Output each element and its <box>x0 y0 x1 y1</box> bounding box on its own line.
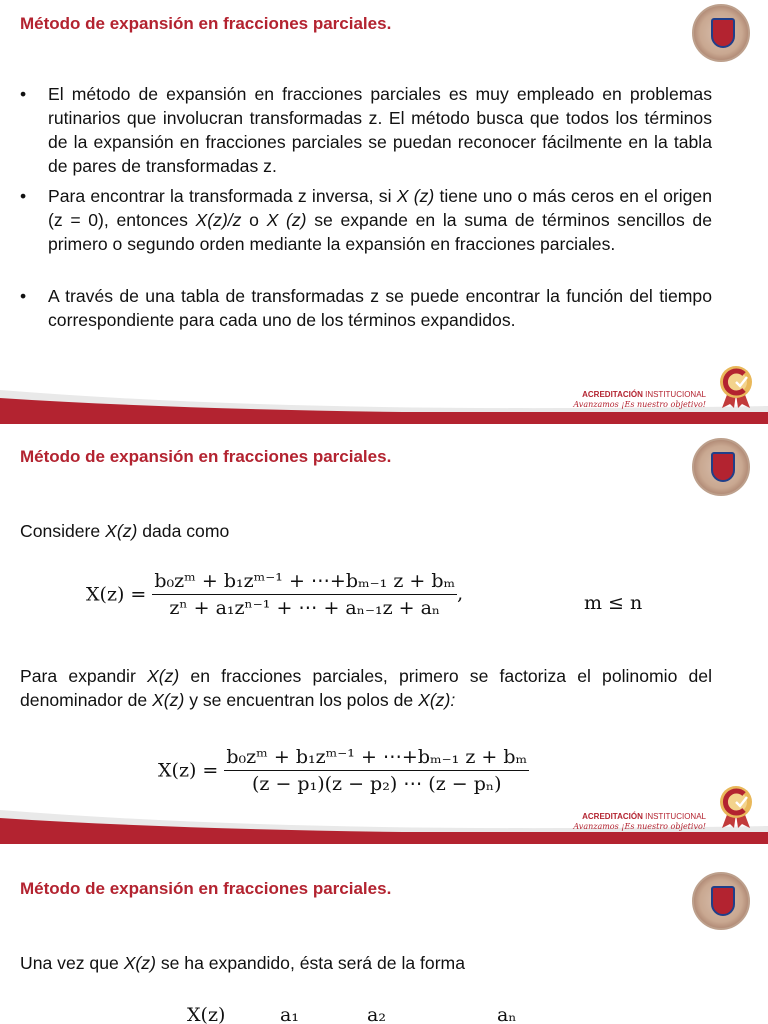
math-term: X (z) <box>266 210 307 230</box>
university-seal-icon <box>692 4 750 62</box>
bullet-icon: • <box>20 84 27 104</box>
bullet-item <box>20 82 712 178</box>
text-part: se ha expandido, ésta será de la forma <box>155 953 465 973</box>
text-part: Considere <box>20 521 106 541</box>
math-term: X(z): <box>418 690 456 710</box>
fraction <box>224 746 529 795</box>
bullet-text-part: o <box>241 210 267 230</box>
bullet-list <box>20 82 712 338</box>
bullet-item <box>20 184 712 256</box>
text-part: Una vez que <box>20 953 124 973</box>
paragraph <box>20 519 712 543</box>
accreditation-rest: INSTITUCIONAL <box>642 390 706 399</box>
footer-band <box>0 832 768 844</box>
text-part: y se encuentran los polos de <box>184 690 419 710</box>
bullet-text-part: se expande en la suma de términos sencillos de primero o segundo orden mediante la expansión en fracciones parciales. <box>48 210 712 254</box>
bullet-icon: • <box>20 186 27 206</box>
slide-3 <box>0 844 768 1024</box>
paragraph <box>20 664 712 712</box>
accreditation-bold: ACREDITACIÓN <box>582 390 643 399</box>
university-seal-icon <box>692 872 750 930</box>
numerator: a₁ <box>280 1004 299 1024</box>
slide-title: Método de expansión en fracciones parciales. <box>20 447 392 466</box>
bullet-text-part: Para encontrar la transformada z inversa, si <box>48 186 397 206</box>
slide-title: Método de expansión en fracciones parciales. <box>20 14 392 33</box>
accreditation-medal-icon <box>714 784 758 828</box>
equation-factored <box>158 746 529 795</box>
numerator: X(z) <box>187 1004 226 1024</box>
math-term: X(z) <box>123 953 156 973</box>
university-seal-icon <box>692 438 750 496</box>
math-term: X(z) <box>105 521 138 541</box>
equation-condition: m ≤ n <box>584 592 643 614</box>
bullet-item <box>20 284 712 332</box>
equation-lhs: X(z) = <box>86 583 147 606</box>
slide-title: Método de expansión en fracciones parciales. <box>20 879 392 898</box>
footer-band <box>0 412 768 424</box>
accreditation-medal-icon <box>714 364 758 408</box>
accreditation-label <box>573 390 706 410</box>
math-term: X(z)/z <box>195 210 242 230</box>
math-term: X (z) <box>396 186 435 206</box>
fraction <box>152 570 457 619</box>
accreditation-bold: ACREDITACIÓN <box>582 812 643 821</box>
equation-lhs: X(z) = <box>158 759 219 782</box>
bullet-text-part: tiene uno o más ceros en el origen (z = 0), entonces <box>48 186 713 230</box>
numerator: b₀zᵐ + b₁zᵐ⁻¹ + ⋯+bₘ₋₁ z + bₘ <box>224 746 529 771</box>
denominator: zⁿ + a₁zⁿ⁻¹ + ⋯ + aₙ₋₁z + aₙ <box>169 597 441 619</box>
slide-2 <box>0 424 768 844</box>
bullet-text: El método de expansión en fracciones parciales es muy empleado en problemas rutinarios que involucran transformadas z. El método busca que todos los términos de la expansión en fracciones parciales se puedan reconocer fácilmente en la tabla de pares de transformadas z. <box>48 84 712 176</box>
bullet-text: A través de una tabla de transformadas z se puede encontrar la función del tiempo correspondiente para cada uno de los términos expandidos. <box>48 286 712 330</box>
denominator: (z − p₁)(z − p₂) ⋯ (z − pₙ) <box>252 773 502 795</box>
accreditation-tagline: Avanzamos ¡Es nuestro objetivo! <box>573 400 706 409</box>
accreditation-rest: INSTITUCIONAL <box>642 812 706 821</box>
slide-1 <box>0 0 768 424</box>
text-part: dada como <box>137 521 230 541</box>
text-part: en fracciones parciales, primero se factoriza el polinomio del denominador de <box>20 666 713 710</box>
numerator: a₂ <box>367 1004 386 1024</box>
accreditation-label <box>573 812 706 832</box>
math-term: X(z) <box>147 666 180 686</box>
numerator: aₙ <box>497 1004 517 1024</box>
numerator: b₀zᵐ + b₁zᵐ⁻¹ + ⋯+bₘ₋₁ z + bₘ <box>152 570 457 595</box>
paragraph <box>20 951 712 975</box>
accreditation-tagline: Avanzamos ¡Es nuestro objetivo! <box>573 822 706 831</box>
text-part: Para expandir <box>20 666 147 686</box>
equation-transfer-function <box>86 570 463 619</box>
math-term: X(z) <box>152 690 185 710</box>
bullet-icon: • <box>20 286 27 306</box>
equation-trail: , <box>457 582 464 605</box>
